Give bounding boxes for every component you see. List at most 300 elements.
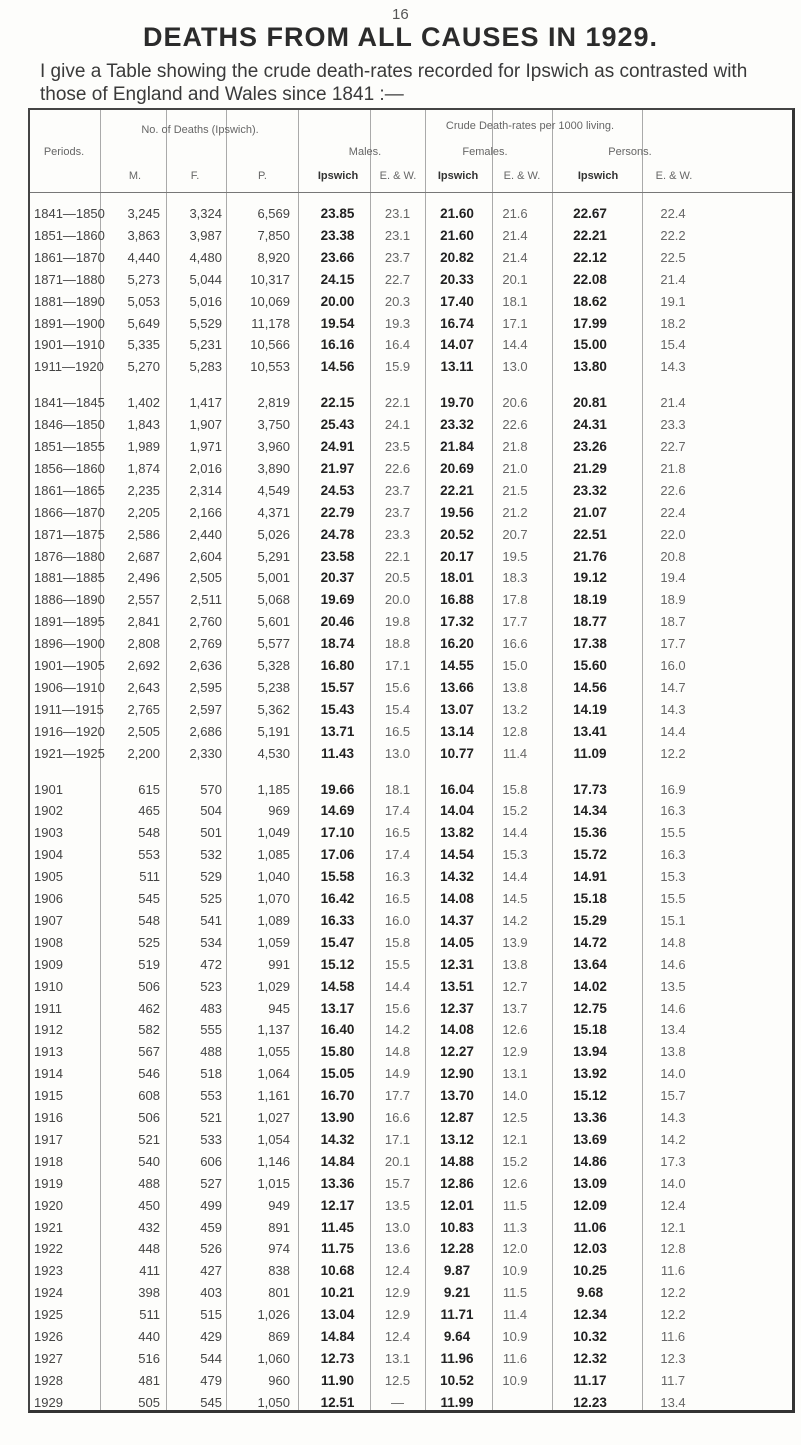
male-ew-rate: 22.1 bbox=[384, 548, 411, 564]
deaths-p: 1,027 bbox=[257, 1110, 290, 1125]
deaths-p: 5,362 bbox=[257, 701, 290, 717]
male-ipswich-rate: 15.58 bbox=[320, 869, 355, 885]
female-ew-rate: 15.8 bbox=[502, 781, 528, 797]
deaths-p: 1,161 bbox=[257, 1088, 290, 1104]
table-row bbox=[30, 395, 792, 413]
period: 1906—1910 bbox=[34, 679, 105, 695]
deaths-f: 459 bbox=[200, 1219, 222, 1235]
deaths-f: 2,314 bbox=[189, 482, 222, 498]
persons-ew-rate: 22.4 bbox=[660, 504, 686, 520]
deaths-f: 2,505 bbox=[189, 570, 222, 586]
deaths-p: 960 bbox=[268, 1372, 290, 1388]
table-row bbox=[30, 746, 792, 764]
persons-ew-rate: 18.9 bbox=[660, 592, 686, 608]
female-ew-rate: 15.3 bbox=[502, 847, 528, 863]
female-ew-rate: 12.1 bbox=[502, 1131, 528, 1147]
table-row bbox=[30, 1307, 792, 1325]
female-ipswich-rate: 9.87 bbox=[443, 1263, 471, 1279]
deaths-m: 488 bbox=[138, 1175, 160, 1191]
deaths-m: 519 bbox=[138, 956, 160, 972]
female-ew-rate: 10.9 bbox=[502, 1263, 528, 1279]
deaths-p: 5,291 bbox=[257, 548, 290, 564]
deaths-f: 518 bbox=[200, 1066, 222, 1082]
female-ipswich-rate: 12.87 bbox=[440, 1110, 474, 1125]
male-ew-rate: 13.0 bbox=[384, 745, 411, 761]
period: 1891—1895 bbox=[34, 614, 105, 630]
deaths-m: 1,843 bbox=[127, 417, 160, 433]
male-ew-rate: 12.5 bbox=[384, 1372, 411, 1388]
female-ew-rate: 13.8 bbox=[502, 679, 528, 695]
period: 1911 bbox=[34, 1000, 62, 1016]
persons-ipswich-rate: 10.25 bbox=[573, 1263, 607, 1279]
persons-ipswich-rate: 24.31 bbox=[573, 417, 607, 433]
persons-ew-rate: 15.4 bbox=[660, 337, 686, 353]
persons-ew-rate: 22.4 bbox=[660, 206, 686, 221]
persons-ipswich-rate: 12.32 bbox=[573, 1350, 607, 1366]
female-ew-rate: 17.1 bbox=[502, 315, 528, 331]
persons-ipswich-rate: 22.08 bbox=[573, 271, 607, 287]
deaths-m: 5,649 bbox=[127, 315, 160, 331]
female-ipswich-rate: 14.32 bbox=[440, 869, 474, 885]
male-ipswich-rate: 15.47 bbox=[320, 934, 355, 950]
persons-ew-rate: 14.3 bbox=[660, 1110, 686, 1125]
persons-ew-rate: 13.4 bbox=[660, 1394, 686, 1410]
female-ipswich-rate: 19.70 bbox=[440, 395, 474, 411]
period: 1891—1900 bbox=[34, 315, 105, 331]
male-ew-rate: 24.1 bbox=[384, 417, 411, 433]
female-ipswich-rate: 14.54 bbox=[440, 847, 474, 863]
deaths-m: 2,496 bbox=[127, 570, 160, 586]
persons-ipswich-rate: 23.32 bbox=[573, 482, 607, 498]
male-ipswich-rate: 13.90 bbox=[320, 1110, 355, 1125]
table-row bbox=[30, 1351, 792, 1369]
table-row bbox=[30, 680, 792, 698]
deaths-p: 1,085 bbox=[257, 847, 290, 863]
female-ew-rate: 12.0 bbox=[502, 1241, 528, 1257]
female-ipswich-rate: 21.60 bbox=[440, 206, 474, 221]
female-ew-rate: 21.5 bbox=[502, 482, 528, 498]
persons-ew-rate: 12.2 bbox=[660, 1285, 686, 1301]
male-ew-rate: 16.5 bbox=[384, 825, 411, 841]
deaths-f: 553 bbox=[200, 1088, 222, 1104]
male-ew-rate: 20.5 bbox=[384, 570, 411, 586]
deaths-f: 521 bbox=[200, 1110, 222, 1125]
male-ipswich-rate: 15.12 bbox=[320, 956, 355, 972]
persons-ew-rate: 14.6 bbox=[660, 956, 686, 972]
period: 1917 bbox=[34, 1131, 63, 1147]
persons-ew-rate: 14.3 bbox=[660, 359, 686, 375]
deaths-m: 2,808 bbox=[127, 636, 160, 652]
persons-ipswich-rate: 13.36 bbox=[573, 1110, 607, 1125]
persons-ew-rate: 14.6 bbox=[660, 1000, 686, 1016]
persons-ew-rate: 13.4 bbox=[660, 1022, 686, 1038]
male-ipswich-rate: 19.66 bbox=[320, 781, 355, 797]
persons-ipswich-rate: 12.03 bbox=[573, 1241, 607, 1257]
deaths-m: 2,235 bbox=[127, 482, 160, 498]
period: 1908 bbox=[34, 934, 63, 950]
deaths-f: 515 bbox=[200, 1307, 222, 1323]
deaths-f: 472 bbox=[200, 956, 222, 972]
female-ipswich-rate: 14.88 bbox=[440, 1153, 474, 1169]
deaths-p: 5,238 bbox=[257, 679, 290, 695]
female-ipswich-rate: 19.56 bbox=[440, 504, 474, 520]
table-row bbox=[30, 1241, 792, 1259]
table-row bbox=[30, 1154, 792, 1172]
deaths-m: 582 bbox=[138, 1022, 160, 1038]
persons-ew-rate: 12.2 bbox=[660, 745, 686, 761]
male-ipswich-rate: 19.69 bbox=[320, 592, 355, 608]
deaths-p: 11,178 bbox=[251, 315, 290, 331]
deaths-f: 504 bbox=[200, 803, 222, 819]
male-ew-rate: 20.3 bbox=[384, 293, 411, 309]
male-ipswich-rate: 24.78 bbox=[320, 526, 355, 542]
deaths-f: 488 bbox=[200, 1044, 222, 1060]
male-ew-rate: 18.8 bbox=[384, 636, 411, 652]
female-ew-rate: 11.3 bbox=[502, 1219, 528, 1235]
persons-ipswich-rate: 11.06 bbox=[573, 1219, 607, 1235]
deaths-p: 1,054 bbox=[257, 1131, 290, 1147]
female-ew-rate: 21.6 bbox=[502, 206, 528, 221]
table-row bbox=[30, 1066, 792, 1084]
table-row bbox=[30, 636, 792, 654]
male-ew-rate: 23.7 bbox=[384, 482, 411, 498]
persons-ipswich-rate: 13.64 bbox=[573, 956, 607, 972]
male-ipswich-rate: 16.33 bbox=[320, 912, 355, 928]
deaths-p: 1,137 bbox=[257, 1022, 290, 1038]
persons-ipswich-rate: 11.17 bbox=[573, 1372, 607, 1388]
deaths-group-header: No. of Deaths (Ipswich). bbox=[141, 124, 259, 136]
deaths-m: 506 bbox=[138, 1110, 160, 1125]
persons-ew-rate: 16.0 bbox=[660, 658, 686, 673]
female-ipswich-rate: 12.31 bbox=[440, 956, 474, 972]
persons-ew-rate: 13.5 bbox=[660, 978, 686, 994]
period: 1901 bbox=[34, 781, 63, 797]
males-header: Males. bbox=[348, 146, 382, 158]
male-ew-rate: 12.9 bbox=[384, 1307, 411, 1323]
male-ipswich-rate: 24.15 bbox=[320, 271, 355, 287]
persons-ew-rate: 19.4 bbox=[660, 570, 686, 586]
male-ew-rate: 23.5 bbox=[384, 439, 411, 454]
male-ew-rate: 13.5 bbox=[384, 1197, 411, 1213]
male-ipswich-rate: 22.79 bbox=[320, 504, 355, 520]
male-ipswich-rate: 15.43 bbox=[320, 701, 355, 717]
female-ew-rate: 13.7 bbox=[502, 1000, 528, 1016]
female-ipswich-rate: 11.96 bbox=[440, 1350, 474, 1366]
deaths-p: 949 bbox=[268, 1197, 290, 1213]
male-ew-rate: — bbox=[391, 1394, 404, 1410]
persons-ew-rate: 12.3 bbox=[660, 1350, 686, 1366]
deaths-m: 2,643 bbox=[127, 679, 160, 695]
deaths-m: 2,200 bbox=[127, 745, 160, 761]
deaths-m: 5,053 bbox=[127, 293, 160, 309]
persons-ipswich-rate: 17.73 bbox=[573, 781, 607, 797]
ew-male-header: E. & W. bbox=[379, 170, 417, 182]
persons-ew-rate: 15.5 bbox=[660, 825, 686, 841]
table-row bbox=[30, 483, 792, 501]
deaths-f: 2,760 bbox=[189, 614, 222, 630]
period: 1910 bbox=[34, 978, 63, 994]
period: 1916—1920 bbox=[34, 723, 105, 739]
deaths-m: 505 bbox=[138, 1394, 160, 1410]
deaths-m: 615 bbox=[138, 781, 160, 797]
male-ipswich-rate: 18.74 bbox=[320, 636, 355, 652]
persons-ew-rate: 11.6 bbox=[660, 1329, 686, 1344]
table-row bbox=[30, 891, 792, 909]
male-ew-rate: 17.4 bbox=[384, 847, 411, 863]
persons-ew-rate: 23.3 bbox=[660, 417, 686, 433]
deaths-m: 2,841 bbox=[127, 614, 160, 630]
persons-ew-rate: 14.2 bbox=[660, 1131, 686, 1147]
female-ew-rate: 13.9 bbox=[502, 934, 528, 950]
table-row bbox=[30, 724, 792, 742]
table-row bbox=[30, 527, 792, 545]
female-ipswich-rate: 14.04 bbox=[440, 803, 474, 819]
deaths-p: 1,050 bbox=[257, 1394, 290, 1410]
period: 1923 bbox=[34, 1263, 63, 1279]
deaths-p: 10,069 bbox=[250, 293, 290, 309]
male-ipswich-rate: 20.46 bbox=[320, 614, 355, 630]
deaths-f: 429 bbox=[200, 1329, 222, 1344]
deaths-p: 5,001 bbox=[257, 570, 290, 586]
female-ipswich-rate: 13.66 bbox=[440, 679, 474, 695]
persons-ew-rate: 22.2 bbox=[660, 227, 686, 243]
male-ew-rate: 22.6 bbox=[384, 460, 411, 476]
male-ew-rate: 14.9 bbox=[384, 1066, 411, 1082]
deaths-m: 432 bbox=[138, 1219, 160, 1235]
male-ipswich-rate: 20.00 bbox=[320, 293, 355, 309]
deaths-f: 5,283 bbox=[189, 359, 222, 375]
male-ipswich-rate: 11.90 bbox=[320, 1372, 355, 1388]
deaths-f: 5,016 bbox=[189, 293, 222, 309]
female-ipswich-rate: 10.83 bbox=[440, 1219, 474, 1235]
deaths-f: 526 bbox=[200, 1241, 222, 1257]
female-ipswich-rate: 12.90 bbox=[440, 1066, 474, 1082]
female-ipswich-rate: 20.33 bbox=[440, 271, 474, 287]
deaths-m: 1,402 bbox=[127, 395, 160, 411]
persons-ew-rate: 16.3 bbox=[660, 847, 686, 863]
persons-ew-rate: 14.8 bbox=[660, 934, 686, 950]
female-ew-rate: 21.0 bbox=[502, 460, 528, 476]
deaths-f: 3,987 bbox=[189, 227, 222, 243]
female-ew-rate: 20.7 bbox=[502, 526, 528, 542]
table-row bbox=[30, 228, 792, 246]
persons-ipswich-rate: 13.09 bbox=[573, 1175, 607, 1191]
table-row bbox=[30, 1373, 792, 1391]
male-ipswich-rate: 14.84 bbox=[320, 1153, 355, 1169]
female-ipswich-rate: 13.11 bbox=[440, 359, 474, 375]
period: 1901—1910 bbox=[34, 337, 105, 353]
male-ipswich-rate: 10.21 bbox=[320, 1285, 355, 1301]
period: 1866—1870 bbox=[34, 504, 105, 520]
f-header: F. bbox=[190, 170, 200, 182]
female-ipswich-rate: 22.21 bbox=[440, 482, 474, 498]
death-rates-table bbox=[28, 108, 795, 1413]
persons-ew-rate: 14.0 bbox=[660, 1066, 686, 1082]
period: 1921 bbox=[34, 1219, 63, 1235]
male-ipswich-rate: 10.68 bbox=[320, 1263, 355, 1279]
deaths-f: 427 bbox=[200, 1263, 222, 1279]
deaths-p: 5,026 bbox=[257, 526, 290, 542]
deaths-p: 4,371 bbox=[257, 504, 290, 520]
female-ew-rate: 21.4 bbox=[502, 227, 528, 243]
female-ipswich-rate: 17.32 bbox=[440, 614, 474, 630]
persons-ew-rate: 13.8 bbox=[660, 1044, 686, 1060]
male-ew-rate: 19.3 bbox=[384, 315, 411, 331]
male-ipswich-rate: 11.43 bbox=[320, 745, 355, 761]
female-ipswich-rate: 23.32 bbox=[440, 417, 474, 433]
persons-ipswich-rate: 21.29 bbox=[573, 460, 607, 476]
female-ipswich-rate: 13.70 bbox=[440, 1088, 474, 1104]
deaths-f: 483 bbox=[200, 1000, 222, 1016]
persons-ew-rate: 21.4 bbox=[660, 271, 686, 287]
female-ew-rate: 11.4 bbox=[502, 1307, 528, 1323]
persons-ew-rate: 12.8 bbox=[660, 1241, 686, 1257]
persons-ew-rate: 16.9 bbox=[660, 781, 686, 797]
deaths-m: 450 bbox=[138, 1197, 160, 1213]
period: 1871—1875 bbox=[34, 526, 105, 542]
persons-ipswich-rate: 9.68 bbox=[576, 1285, 604, 1301]
female-ew-rate: 15.2 bbox=[502, 1153, 528, 1169]
deaths-f: 2,604 bbox=[189, 548, 222, 564]
deaths-p: 974 bbox=[268, 1241, 290, 1257]
females-header: Females. bbox=[462, 146, 508, 158]
persons-ipswich-rate: 14.72 bbox=[573, 934, 607, 950]
male-ipswich-rate: 16.40 bbox=[320, 1022, 355, 1038]
persons-ew-rate: 14.4 bbox=[660, 723, 686, 739]
period: 1901—1905 bbox=[34, 658, 105, 673]
table-row bbox=[30, 979, 792, 997]
deaths-m: 516 bbox=[138, 1350, 160, 1366]
female-ew-rate: 14.4 bbox=[502, 869, 528, 885]
female-ipswich-rate: 16.20 bbox=[440, 636, 474, 652]
deaths-p: 3,890 bbox=[257, 460, 290, 476]
persons-ew-rate: 12.1 bbox=[660, 1219, 686, 1235]
period: 1915 bbox=[34, 1088, 63, 1104]
persons-ipswich-rate: 15.18 bbox=[573, 891, 607, 906]
deaths-m: 462 bbox=[138, 1000, 160, 1016]
female-ipswich-rate: 12.01 bbox=[440, 1197, 474, 1213]
male-ipswich-rate: 15.80 bbox=[320, 1044, 355, 1060]
deaths-f: 501 bbox=[200, 825, 222, 841]
persons-ipswich-rate: 13.80 bbox=[573, 359, 607, 375]
male-ipswich-rate: 14.58 bbox=[320, 978, 355, 994]
deaths-f: 2,330 bbox=[189, 745, 222, 761]
table-row bbox=[30, 1088, 792, 1106]
deaths-m: 481 bbox=[138, 1372, 160, 1388]
male-ew-rate: 14.4 bbox=[384, 978, 411, 994]
deaths-p: 1,060 bbox=[257, 1350, 290, 1366]
persons-ipswich-rate: 14.86 bbox=[573, 1153, 607, 1169]
persons-ew-rate: 22.5 bbox=[660, 249, 686, 265]
female-ew-rate: 12.9 bbox=[502, 1044, 528, 1060]
persons-ew-rate: 12.4 bbox=[660, 1197, 686, 1213]
deaths-f: 545 bbox=[200, 1394, 222, 1410]
male-ipswich-rate: 24.91 bbox=[320, 439, 355, 454]
period: 1851—1860 bbox=[34, 227, 105, 243]
male-ew-rate: 17.7 bbox=[384, 1088, 411, 1104]
deaths-p: 7,850 bbox=[257, 227, 290, 243]
deaths-p: 3,960 bbox=[257, 439, 290, 454]
deaths-m: 5,270 bbox=[127, 359, 160, 375]
deaths-p: 838 bbox=[268, 1263, 290, 1279]
deaths-m: 2,205 bbox=[127, 504, 160, 520]
deaths-m: 545 bbox=[138, 891, 160, 906]
female-ew-rate: 20.1 bbox=[502, 271, 528, 287]
period: 1922 bbox=[34, 1241, 63, 1257]
table-row bbox=[30, 250, 792, 268]
period: 1876—1880 bbox=[34, 548, 105, 564]
male-ew-rate: 17.4 bbox=[384, 803, 411, 819]
male-ipswich-rate: 23.66 bbox=[320, 249, 355, 265]
male-ipswich-rate: 15.05 bbox=[320, 1066, 355, 1082]
persons-ipswich-rate: 15.12 bbox=[573, 1088, 607, 1104]
male-ipswich-rate: 24.53 bbox=[320, 482, 355, 498]
female-ew-rate: 13.1 bbox=[502, 1066, 528, 1082]
table-row bbox=[30, 782, 792, 800]
deaths-p: 1,029 bbox=[257, 978, 290, 994]
male-ew-rate: 15.6 bbox=[384, 1000, 411, 1016]
male-ipswich-rate: 13.71 bbox=[320, 723, 355, 739]
deaths-f: 527 bbox=[200, 1175, 222, 1191]
periods-header: Periods. bbox=[43, 146, 85, 158]
female-ipswich-rate: 20.69 bbox=[440, 460, 474, 476]
male-ipswich-rate: 16.70 bbox=[320, 1088, 355, 1104]
period: 1861—1865 bbox=[34, 482, 105, 498]
deaths-p: 10,553 bbox=[250, 359, 290, 375]
period: 1841—1850 bbox=[34, 206, 105, 221]
table-row bbox=[30, 957, 792, 975]
persons-ipswich-rate: 18.62 bbox=[573, 293, 607, 309]
female-ipswich-rate: 21.60 bbox=[440, 227, 474, 243]
table-row bbox=[30, 316, 792, 334]
persons-ipswich-rate: 13.94 bbox=[573, 1044, 607, 1060]
male-ipswich-rate: 14.69 bbox=[320, 803, 355, 819]
deaths-m: 3,863 bbox=[127, 227, 160, 243]
deaths-f: 2,686 bbox=[189, 723, 222, 739]
male-ew-rate: 15.9 bbox=[384, 359, 411, 375]
female-ew-rate: 20.6 bbox=[502, 395, 528, 411]
female-ipswich-rate: 12.86 bbox=[440, 1175, 474, 1191]
table-row bbox=[30, 935, 792, 953]
table-row bbox=[30, 549, 792, 567]
deaths-f: 541 bbox=[200, 912, 222, 928]
persons-ipswich-rate: 21.76 bbox=[573, 548, 607, 564]
table-row bbox=[30, 206, 792, 224]
male-ew-rate: 13.6 bbox=[384, 1241, 411, 1257]
period: 1902 bbox=[34, 803, 63, 819]
deaths-p: 945 bbox=[268, 1000, 290, 1016]
deaths-m: 398 bbox=[138, 1285, 160, 1301]
deaths-f: 534 bbox=[200, 934, 222, 950]
persons-ipswich-rate: 15.36 bbox=[573, 825, 607, 841]
deaths-f: 3,324 bbox=[189, 206, 222, 221]
period: 1920 bbox=[34, 1197, 63, 1213]
deaths-f: 525 bbox=[200, 891, 222, 906]
period: 1881—1890 bbox=[34, 293, 105, 309]
persons-ew-rate: 22.0 bbox=[660, 526, 686, 542]
male-ipswich-rate: 13.17 bbox=[320, 1000, 355, 1016]
persons-ipswich-rate: 22.67 bbox=[573, 206, 607, 221]
period: 1871—1880 bbox=[34, 271, 105, 287]
deaths-p: 1,070 bbox=[257, 891, 290, 906]
persons-ipswich-rate: 23.26 bbox=[573, 439, 607, 454]
persons-header: Persons. bbox=[608, 146, 652, 158]
male-ew-rate: 13.0 bbox=[384, 1219, 411, 1235]
deaths-m: 511 bbox=[139, 869, 160, 885]
period: 1886—1890 bbox=[34, 592, 105, 608]
deaths-m: 2,557 bbox=[127, 592, 160, 608]
female-ew-rate: 13.2 bbox=[502, 701, 528, 717]
